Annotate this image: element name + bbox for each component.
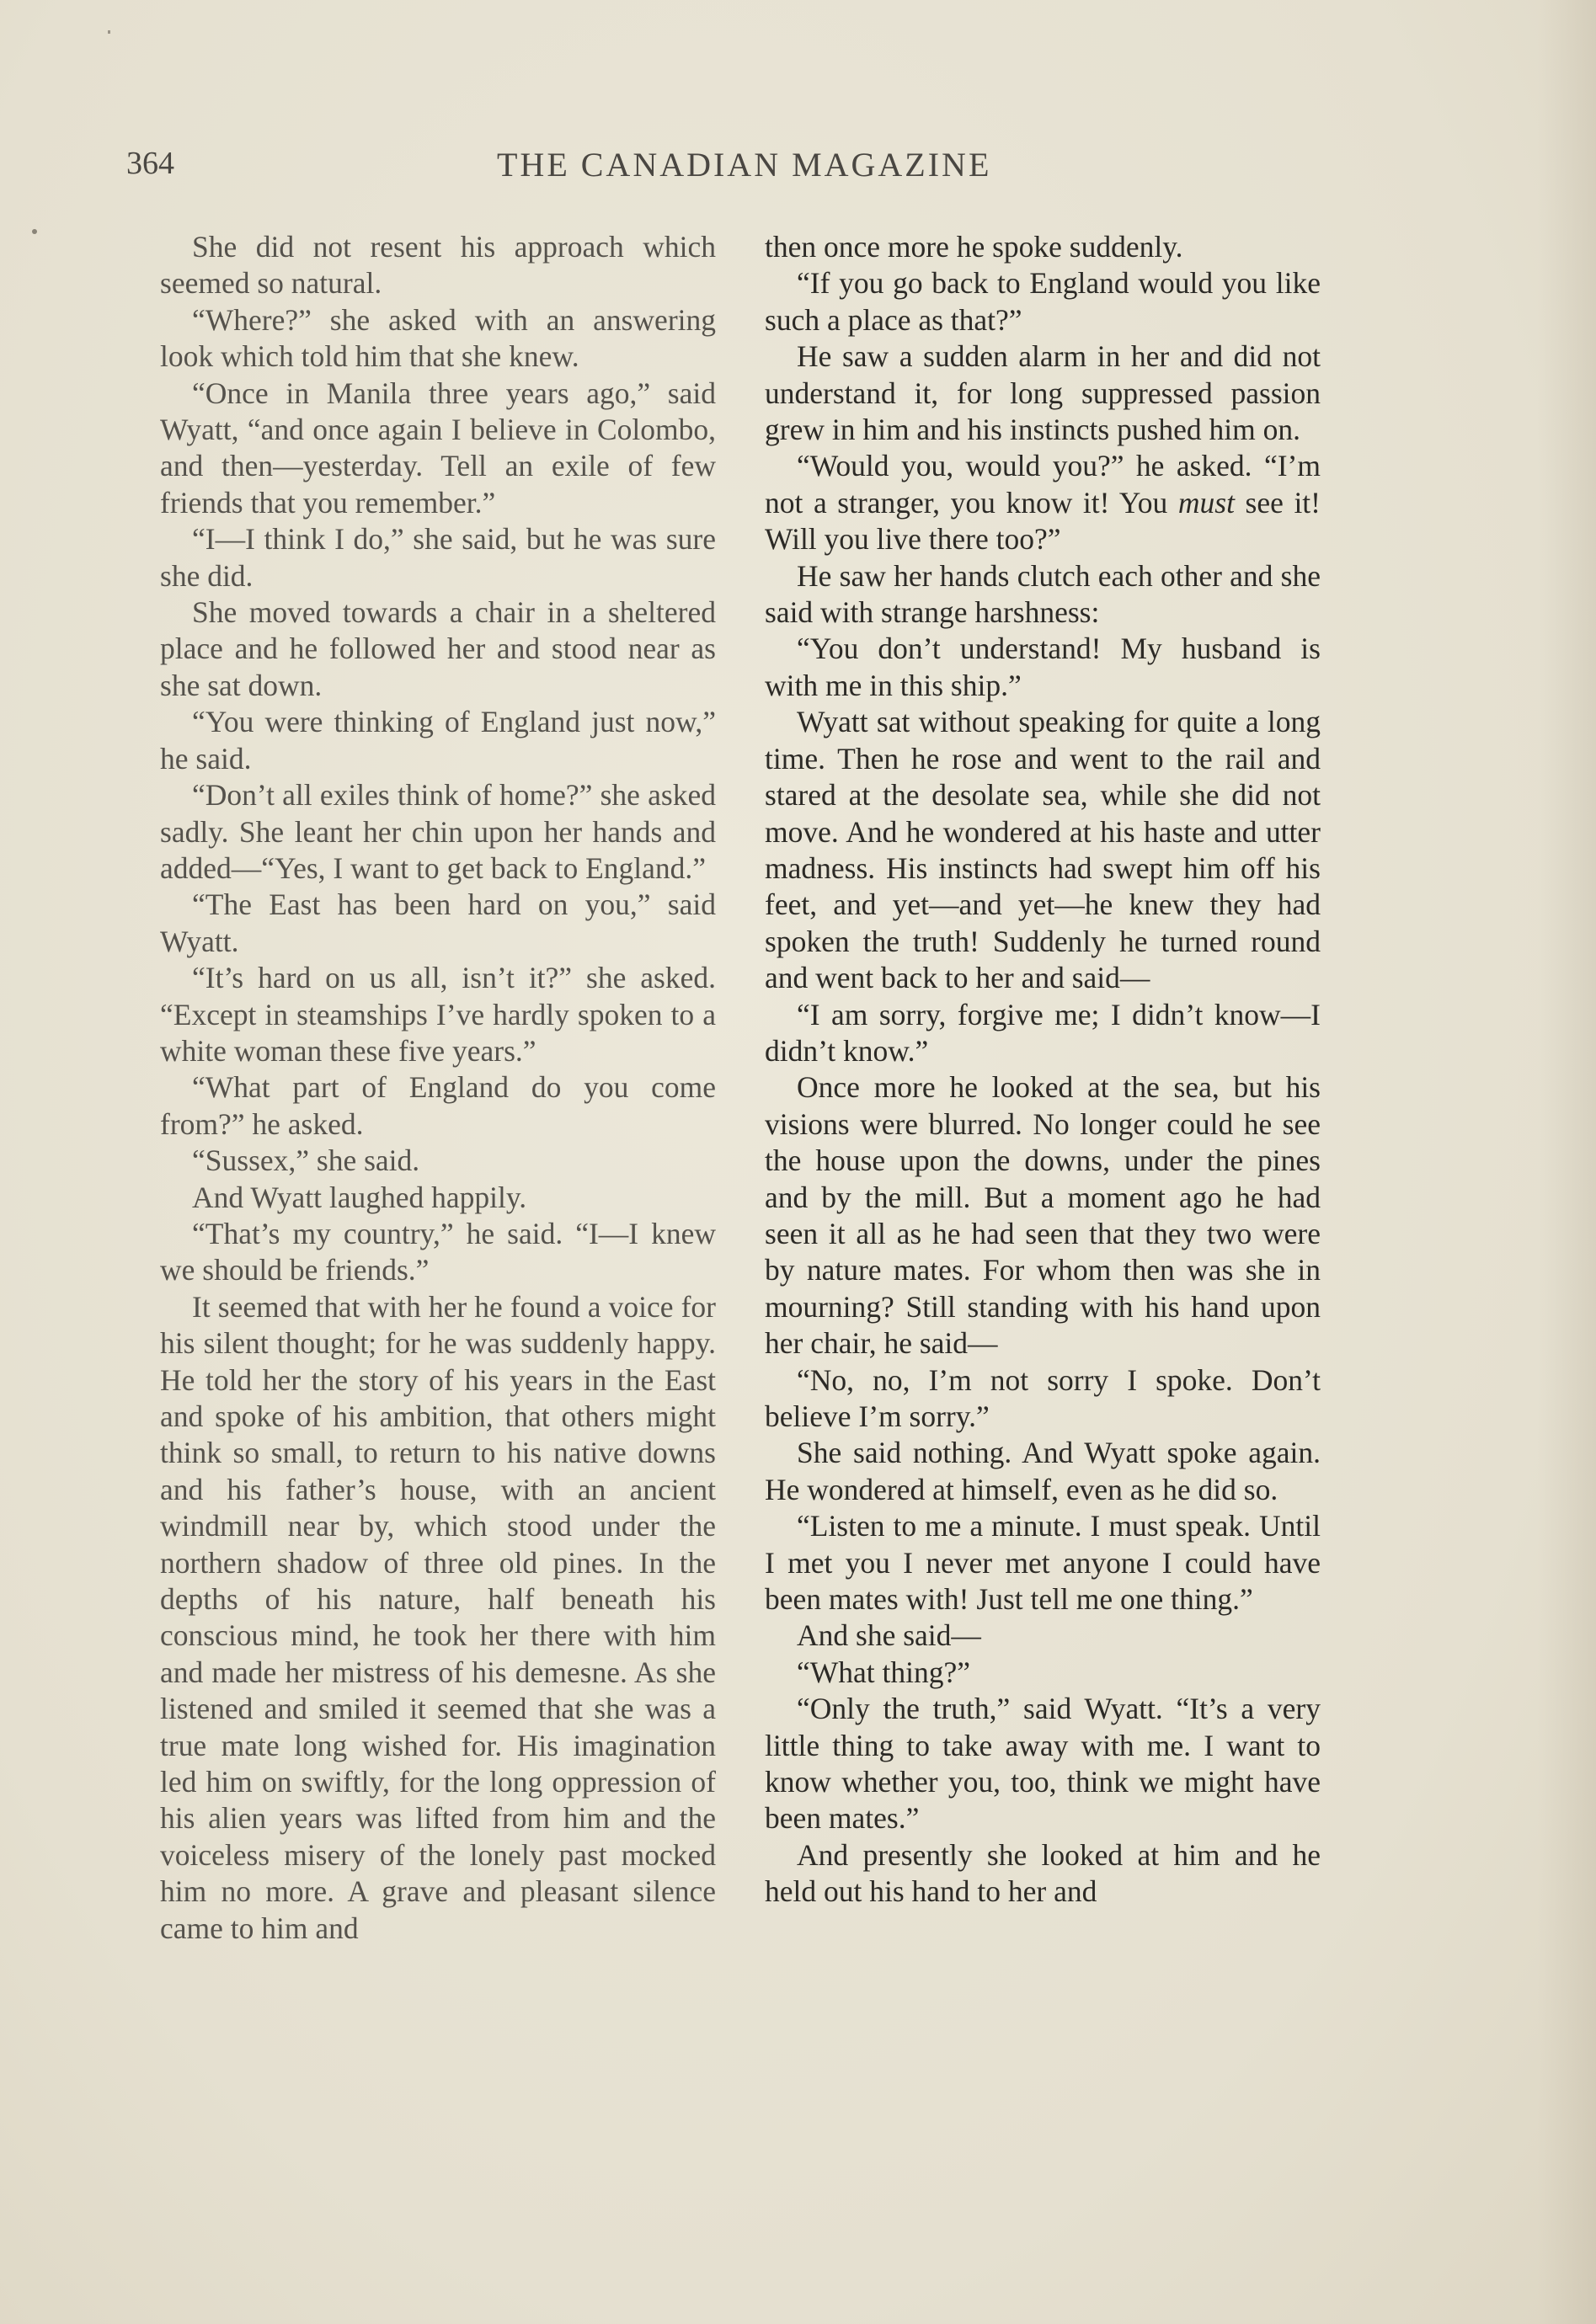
paragraph: He saw her hands clutch each other and she said with strange harshness: [765, 558, 1321, 630]
running-title: THE CANADIAN MAGAZINE [497, 146, 992, 184]
paragraph: Once more he looked at the sea, but his visions were blurred. No longer could he see the house upon the downs, under the pines and by the mill. But a moment ago he had seen it all as he had seen that they two were by nature mates. For whom then was she in mourning? Still standing with his hand upon her chair, he said— [765, 1070, 1321, 1361]
running-header [126, 145, 1364, 195]
left-column [160, 229, 716, 1947]
spine-shadow [1537, 0, 1596, 2324]
paragraph: “I am sorry, forgive me; I didn’t know—I didn’t know.” [765, 997, 1321, 1068]
paragraph: And she said— [797, 1618, 981, 1653]
paragraph: “It’s hard on us all, isn’t it?” she asked. “Except in steamships I’ve hardly spoken to a white woman these five years.” [160, 961, 716, 1068]
emphasis-word: must [1177, 485, 1235, 520]
paragraph: “What thing?” [797, 1655, 970, 1689]
page-number: 364 [126, 146, 174, 181]
paragraph: “Only the truth,” said Wyatt. “It’s a very little thing to take away with me. I want to know whether you, too, think we might have been mates.” [765, 1692, 1321, 1836]
paragraph: “Listen to me a minute. I must speak. Until I met you I never met anyone I could have been mates with! Just tell me one thing.” [765, 1509, 1321, 1617]
paragraph: “What part of England do you come from?” he asked. [160, 1070, 716, 1141]
paragraph: Wyatt sat without speaking for quite a long time. Then he rose and went to the rail and stared at the desolate sea, while she did not move. And he wondered at his haste and utter madness. His instincts had swept him off his feet, and yet—and yet—he knew they had spoken the truth! Suddenly he turned round and went back to her and said— [765, 705, 1321, 995]
paragraph: “Sussex,” she said. [192, 1143, 420, 1178]
right-column [765, 229, 1321, 1911]
paragraph: And presently she looked at him and he held out his hand to her and [765, 1837, 1321, 1909]
paragraph: “You don’t understand! My husband is with me in this ship.” [765, 632, 1321, 702]
paragraph: “You were thinking of England just now,” he said. [160, 705, 716, 776]
paragraph: “Where?” she asked with an answering look which told him that she knew. [160, 302, 716, 374]
paragraph [765, 448, 1321, 557]
paragraph: “If you go back to England would you like such a place as that?” [765, 266, 1321, 337]
paragraph: She moved towards a chair in a sheltered place and he followed her and stood near as she sat down. [160, 595, 716, 702]
paragraph: “That’s my country,” he said. “I—I knew we should be friends.” [160, 1216, 716, 1287]
paragraph: It seemed that with her he found a voice for his silent thought; for he was suddenly happy. He told her the story of his years in the East and spoke of his ambition, that others might think so small, to return to his native downs and his father’s house, with an ancient windmill near by, which stood under the northern shadow of three old pines. In the depths of his nature, half beneath his conscious mind, he took her there with him and made her mistress of his demesne. As she listened and smiled it seemed that she was a true mate long wished for. His imagination led him on swiftly, for the long oppression of his alien years was lifted from him and the voiceless misery of the lonely past mocked him no more. A grave and pleasant silence came to him and [160, 1289, 716, 1945]
continued-paragraph: then once more he spoke suddenly. [765, 230, 1183, 264]
paragraph: She did not resent his approach which seemed so natural. [160, 230, 716, 301]
paragraph: “The East has been hard on you,” said Wyatt. [160, 887, 716, 958]
paragraph: “Once in Manila three years ago,” said Wyatt, “and once again I believe in Colombo, and then—yesterday. Tell an exile of few friends that you remember.” [160, 376, 716, 520]
paragraph: “No, no, I’m not sorry I spoke. Don’t believe I’m sorry.” [765, 1362, 1321, 1433]
text-run: “Would you, would you?” he asked. “I’m not a stranger, you know it! You [765, 449, 1321, 520]
paragraph: “Don’t all exiles think of home?” she asked sadly. She leant her chin upon her hands and added—“Yes, I want to get back to England.” [160, 778, 716, 885]
paragraph: She said nothing. And Wyatt spoke again. He wondered at himself, even as he did so. [765, 1436, 1321, 1506]
paragraph: He saw a sudden alarm in her and did not understand it, for long suppressed passion grew in him and his instincts pushed him on. [765, 339, 1321, 447]
paper-speck [32, 229, 37, 234]
text-run: see it! Will you live there too?” [765, 485, 1321, 557]
paper-speck [108, 30, 110, 34]
paragraph: “I—I think I do,” she said, but he was sure she did. [160, 522, 716, 593]
paragraph: And Wyatt laughed happily. [192, 1180, 527, 1214]
